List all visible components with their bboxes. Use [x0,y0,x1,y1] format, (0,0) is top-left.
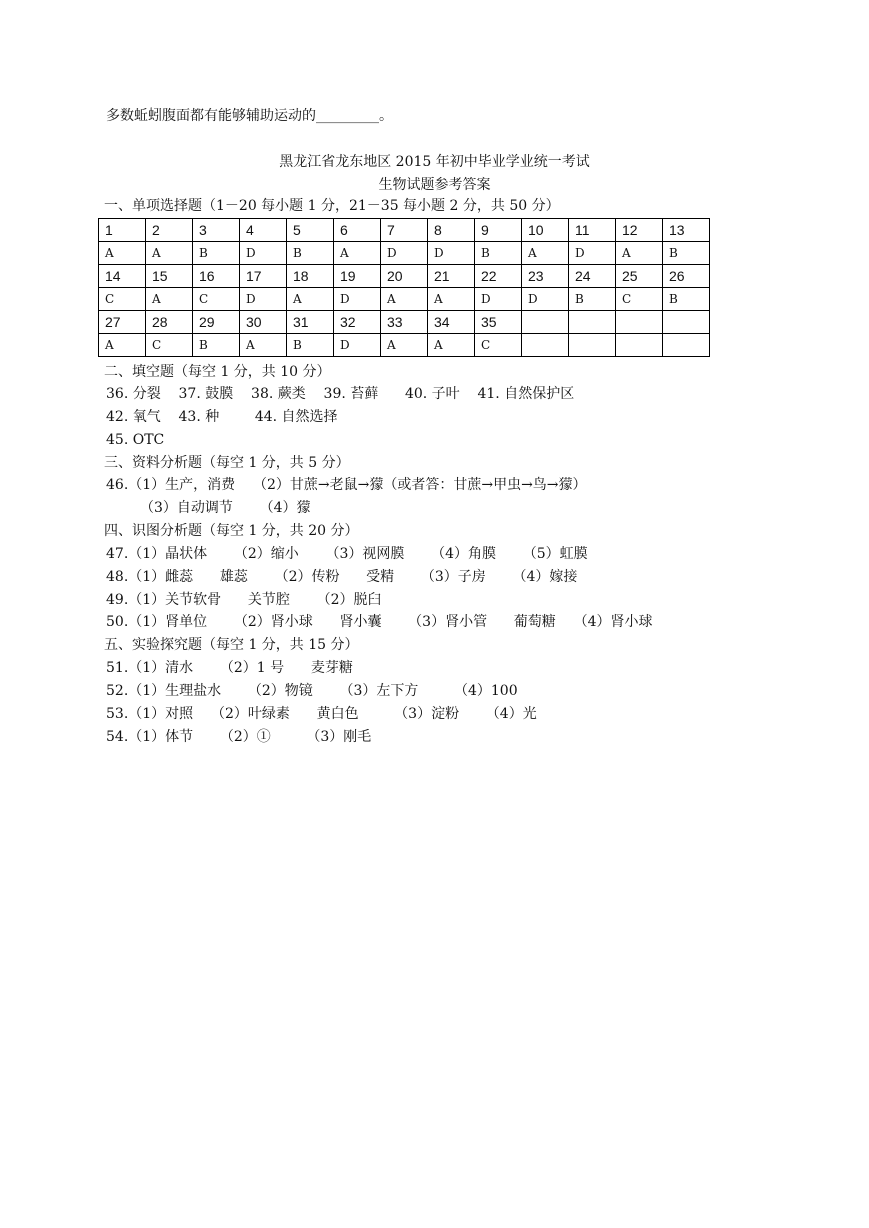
answer-row [99,288,710,311]
question-number-cell: 27 [99,311,146,334]
answer-cell: A [381,288,428,311]
answer-cell: A [522,242,569,265]
answer-cell: B [193,334,240,357]
question-number-cell: 34 [428,311,475,334]
answer-cell: B [287,334,334,357]
answer-cell [569,334,616,357]
question-number-cell: 12 [616,219,663,242]
section2-line: 42. 氧气 43. 种 44. 自然选择 [106,409,338,425]
question-number-cell: 15 [146,265,193,288]
section4-line: 48.（1）雌蕊 雄蕊 （2）传粉 受精 （3）子房 （4）嫁接 [106,569,578,585]
answer-cell: C [99,288,146,311]
answer-cell: D [334,334,381,357]
question-number-cell: 11 [569,219,616,242]
section4-heading: 四、识图分析题（每空 1 分，共 20 分） [104,523,359,539]
answer-cell: C [475,334,522,357]
answer-cell: B [475,242,522,265]
question-number-cell [569,311,616,334]
answer-cell: A [146,288,193,311]
answer-cell [616,334,663,357]
section3-heading: 三、资料分析题（每空 1 分，共 5 分） [104,455,350,471]
question-number-cell [522,311,569,334]
answer-cell: A [99,242,146,265]
answer-cell: C [616,288,663,311]
answer-cell: C [193,288,240,311]
question-number-cell: 20 [381,265,428,288]
section4-line: 49.（1）关节软骨 关节腔 （2）脱臼 [106,592,382,608]
answer-cell [522,334,569,357]
answer-cell: A [428,288,475,311]
question-number-cell: 21 [428,265,475,288]
answer-cell: A [240,334,287,357]
answer-cell: B [569,288,616,311]
document-subtitle: 生物试题参考答案 [378,177,491,193]
answer-cell: B [193,242,240,265]
answer-cell: D [475,288,522,311]
document-title: 黑龙江省龙东地区 2015 年初中毕业学业统一考试 [279,154,590,170]
section4-line: 50.（1）肾单位 （2）肾小球 肾小囊 （3）肾小管 葡萄糖 （4）肾小球 [106,614,653,630]
question-number-cell: 25 [616,265,663,288]
answer-cell: B [287,242,334,265]
answer-cell: D [428,242,475,265]
answer-cell: D [240,288,287,311]
question-number-cell: 35 [475,311,522,334]
question-number-cell: 32 [334,311,381,334]
answer-cell: D [334,288,381,311]
question-number-cell: 31 [287,311,334,334]
answer-row [99,334,710,357]
question-number-cell [663,311,710,334]
question-number-cell: 6 [334,219,381,242]
preceding-question-line: 多数蚯蚓腹面都有能够辅助运动的_________。 [106,108,393,124]
question-number-cell: 30 [240,311,287,334]
section2-line: 36. 分裂 37. 鼓膜 38. 蕨类 39. 苔藓 40. 子叶 41. 自然保护区 [106,386,575,402]
section5-line: 54.（1）体节 （2）① （3）刚毛 [106,729,372,745]
answer-cell: A [99,334,146,357]
answer-cell: A [381,334,428,357]
section5-line: 52.（1）生理盐水 （2）物镜 （3）左下方 （4）100 [106,683,518,699]
answer-cell: A [334,242,381,265]
question-number-cell: 16 [193,265,240,288]
answer-row [99,242,710,265]
question-number-cell: 29 [193,311,240,334]
question-number-cell: 7 [381,219,428,242]
question-number-cell [616,311,663,334]
answer-cell: B [663,288,710,311]
section4-line: 47.（1）晶状体 （2）缩小 （3）视网膜 （4）角膜 （5）虹膜 [106,546,588,562]
question-number-cell: 19 [334,265,381,288]
question-number-cell: 26 [663,265,710,288]
question-number-cell: 14 [99,265,146,288]
answer-cell: C [146,334,193,357]
question-number-cell: 2 [146,219,193,242]
question-number-cell: 22 [475,265,522,288]
question-number-cell: 9 [475,219,522,242]
answer-cell: A [287,288,334,311]
question-number-row [99,219,710,242]
section5-heading: 五、实验探究题（每空 1 分，共 15 分） [104,637,359,653]
question-number-cell: 8 [428,219,475,242]
question-number-cell: 10 [522,219,569,242]
section3-line: （3）自动调节 （4）獴 [140,500,311,516]
answer-cell: D [569,242,616,265]
answer-cell: D [522,288,569,311]
question-number-cell: 18 [287,265,334,288]
section2-line: 45. OTC [106,432,165,448]
section2-heading: 二、填空题（每空 1 分，共 10 分） [104,364,331,380]
answer-table [98,218,710,357]
answer-cell: D [381,242,428,265]
answer-cell [663,334,710,357]
answer-cell: A [616,242,663,265]
question-number-cell: 33 [381,311,428,334]
answer-cell: B [663,242,710,265]
question-number-cell: 28 [146,311,193,334]
answer-cell: A [146,242,193,265]
answer-cell: D [240,242,287,265]
question-number-cell: 24 [569,265,616,288]
section5-line: 51.（1）清水 （2）1 号 麦芽糖 [106,660,353,676]
question-number-cell: 23 [522,265,569,288]
question-number-cell: 3 [193,219,240,242]
section5-line: 53.（1）对照 （2）叶绿素 黄白色 （3）淀粉 （4）光 [106,706,537,722]
section1-heading: 一、单项选择题（1－20 每小题 1 分，21－35 每小题 2 分，共 50 分） [104,198,560,214]
question-number-row [99,265,710,288]
question-number-cell: 1 [99,219,146,242]
question-number-cell: 17 [240,265,287,288]
question-number-row [99,311,710,334]
answer-cell: A [428,334,475,357]
section3-line: 46.（1）生产，消费 （2）甘蔗→老鼠→獴（或者答：甘蔗→甲虫→鸟→獴） [106,477,587,493]
question-number-cell: 13 [663,219,710,242]
question-number-cell: 5 [287,219,334,242]
question-number-cell: 4 [240,219,287,242]
